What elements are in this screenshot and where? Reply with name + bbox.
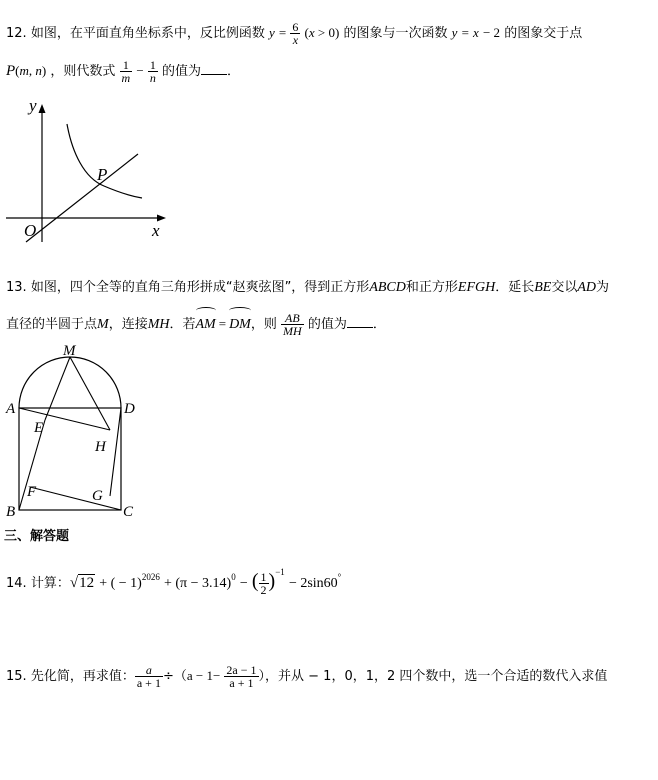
q13-figure bbox=[0, 340, 150, 522]
q15-text-2: ），并从 − 1，0，1，2 四个数中，选一个合适的数代入求值 bbox=[258, 669, 608, 684]
q13-square-EFGH: EFGH bbox=[457, 280, 496, 295]
q13-arc-DM: DM bbox=[229, 311, 251, 339]
q14-number: 14. bbox=[6, 576, 27, 591]
q13-fig-G-label: G bbox=[92, 488, 103, 504]
q15-frac-a-over-a1: $\frac{a}{a + 1}$ bbox=[136, 663, 161, 690]
q15-text-1: 先化简，再求值： bbox=[30, 669, 135, 684]
q13-answer-blank[interactable] bbox=[347, 315, 373, 328]
q12-var-y: y bbox=[268, 25, 275, 40]
q14-half-power: ( $\frac{1}{2}$ )$^{-1}$ bbox=[251, 567, 285, 598]
q14-term-2: + $(\pi - 3.14)^0$ bbox=[163, 572, 236, 591]
q14-sqrt-12: √12 bbox=[69, 575, 95, 591]
q12-text-3: 的图象交于点 bbox=[504, 26, 583, 41]
q13-text-8: ．若 bbox=[169, 317, 196, 332]
q14-term-1: + ( − 1)$^{2026}$ bbox=[99, 572, 160, 591]
q13-text-3: ．延长 bbox=[495, 280, 535, 295]
q15-number: 15. bbox=[6, 669, 27, 684]
q13-MH: MH bbox=[147, 317, 170, 332]
q15-frac-2a1-over-a1: $\frac{2a - 1}{a + 1}$ bbox=[226, 663, 257, 690]
q12-text-2: 的图象与一次函数 bbox=[343, 26, 448, 41]
q12-point-P: P bbox=[6, 63, 16, 79]
q12-line1 bbox=[6, 20, 582, 46]
q12-line2: P(m, n) ，则代数式 $\frac{1}{m}$ − $\frac{1}{n}$ 的值为 ． bbox=[6, 58, 241, 85]
q12-text-6: ． bbox=[227, 64, 241, 79]
q13-line1 bbox=[6, 276, 609, 300]
q12-linear-x: x bbox=[473, 25, 479, 40]
q13-text-5: 为 bbox=[596, 280, 610, 295]
q13-text-10: 的值为 bbox=[307, 317, 347, 332]
q13-fig-H-label: H bbox=[95, 439, 106, 455]
q12-linear-minus2: − 2 bbox=[482, 25, 501, 40]
q13-text-11: ． bbox=[372, 317, 386, 332]
q13-fig-B-label: B bbox=[6, 504, 16, 520]
q13-eq: = bbox=[218, 316, 227, 331]
q13-fig-F-label: F bbox=[27, 484, 37, 500]
q13-fig-C-label: C bbox=[123, 504, 134, 520]
q12-answer-blank[interactable] bbox=[201, 62, 227, 75]
q12-text-5: 的值为 bbox=[161, 64, 201, 79]
q13-text-9: ，则 bbox=[250, 317, 277, 332]
q12-fig-y-label: y bbox=[29, 96, 37, 115]
q12-linear-y: y bbox=[451, 25, 458, 40]
q14-line bbox=[6, 554, 342, 598]
q15-line bbox=[6, 654, 607, 698]
q13-text-2: 和正方形 bbox=[405, 280, 458, 295]
q13-square-ABCD: ABCD bbox=[369, 280, 406, 295]
q13-frac-AB-over-MH: $\frac{AB}{MH}$ bbox=[283, 311, 302, 338]
q12-condition: (x > 0) bbox=[304, 25, 340, 40]
q12-fraction-6-over-x: $\frac{6}{x}$ bbox=[292, 20, 299, 47]
q13-AD: AD bbox=[577, 280, 597, 295]
q12-text-1: 如图，在平面直角坐标系中，反比例函数 bbox=[30, 26, 265, 41]
q13-fig-A-label: A bbox=[6, 401, 16, 417]
q12-text-4: ，则代数式 bbox=[50, 64, 116, 79]
q12-minus: − bbox=[136, 63, 144, 78]
q13-text-6: 直径的半圆于点 bbox=[6, 317, 98, 332]
q12-number: 12. bbox=[6, 26, 27, 41]
q13-M: M bbox=[97, 317, 109, 332]
q14-tail: − 2sin60° bbox=[288, 572, 342, 591]
q13-BE: BE bbox=[534, 280, 552, 295]
section-title: 三、解答题 bbox=[4, 529, 70, 544]
q12-n: n bbox=[35, 63, 42, 78]
q14-text-1: 计算： bbox=[30, 576, 70, 591]
q15-a-minus: a − 1− bbox=[186, 668, 221, 683]
q13-fig-E-label: E bbox=[34, 420, 44, 436]
q12-fig-P-label: P bbox=[97, 165, 108, 184]
q13-fig-D-label: D bbox=[124, 401, 135, 417]
q13-text-7: ，连接 bbox=[108, 317, 148, 332]
q12-frac-1-over-m: $\frac{1}{m}$ bbox=[121, 58, 131, 85]
q12-eq: = bbox=[278, 25, 287, 40]
q12-m: m bbox=[19, 63, 29, 78]
q13-line2 bbox=[6, 310, 386, 338]
q12-frac-1-over-n: $\frac{1}{n}$ bbox=[149, 58, 156, 85]
q13-fig-M-label: M bbox=[63, 343, 76, 359]
q13-text-4: 交以 bbox=[551, 280, 578, 295]
q13-text-1: 如图，四个全等的直角三角形拼成“赵爽弦图”，得到正方形 bbox=[30, 280, 370, 295]
q12-figure bbox=[0, 96, 175, 246]
q13-number: 13. bbox=[6, 280, 27, 295]
q12-linear-eq: = bbox=[461, 25, 469, 40]
q14-minus: − bbox=[239, 576, 248, 591]
q13-arc-AM: AM bbox=[196, 311, 216, 339]
q12-fig-x-label: x bbox=[152, 221, 160, 240]
q15-divide: ÷（ bbox=[162, 669, 187, 684]
q12-fig-origin-label: O bbox=[24, 221, 37, 240]
